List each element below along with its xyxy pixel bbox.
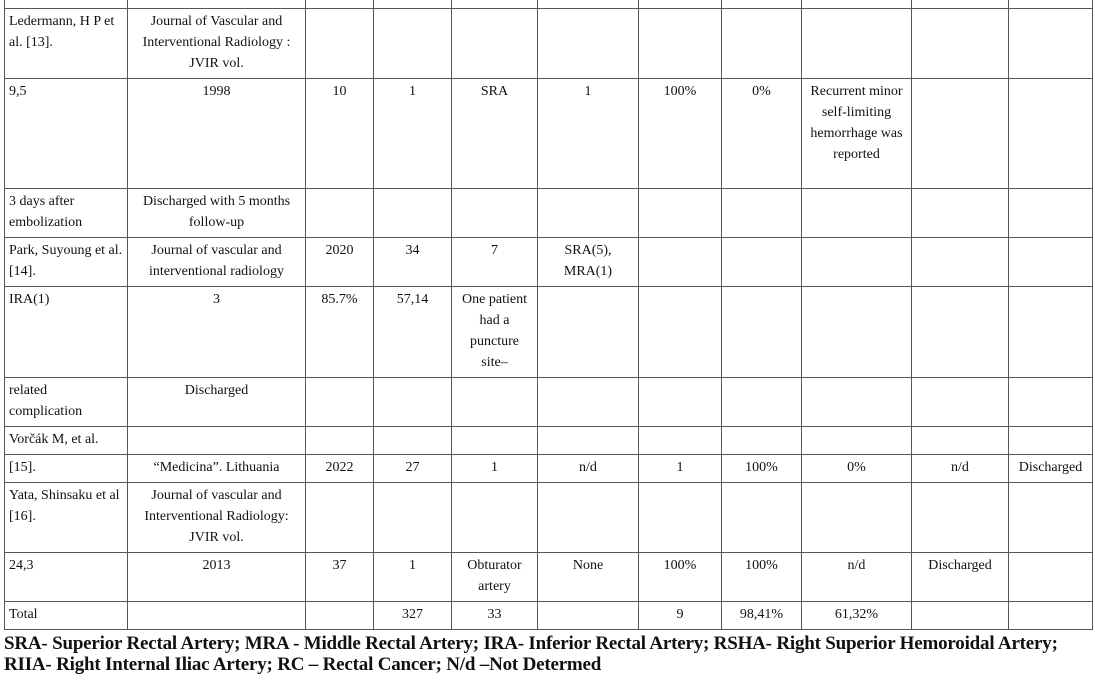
table-cell bbox=[306, 238, 374, 287]
table-cell bbox=[452, 553, 538, 602]
cell-text: None bbox=[572, 558, 604, 573]
table-cell bbox=[639, 79, 722, 189]
results-table bbox=[4, 0, 1093, 630]
table-cell bbox=[802, 553, 912, 602]
table-cell bbox=[374, 455, 452, 483]
cell-text: 2013 bbox=[202, 558, 231, 573]
table-cell bbox=[374, 9, 452, 79]
table-cell bbox=[5, 553, 128, 602]
table-row bbox=[5, 238, 1093, 287]
table-cell bbox=[1009, 553, 1093, 602]
table-cell bbox=[538, 287, 639, 378]
table-cell bbox=[912, 427, 1009, 455]
abbreviations-footnote: SRA- Superior Rectal Artery; MRA - Middle Rectal Artery; IRA- Inferior Rectal Artery; RSHA- Right Superior Hemoroidal Artery; RIIA- Right Internal Iliac Artery; RC – Rectal Cancer; N/d –Not Determed bbox=[4, 633, 1058, 675]
table-cell bbox=[722, 9, 802, 79]
cell-text: 34 bbox=[405, 243, 420, 258]
table-cell bbox=[639, 189, 722, 238]
table-cell bbox=[802, 9, 912, 79]
table-cell bbox=[722, 238, 802, 287]
table-cell bbox=[639, 0, 722, 9]
cell-text: 1 bbox=[584, 84, 592, 99]
table-cell bbox=[5, 602, 128, 630]
table-cell bbox=[374, 0, 452, 9]
table-cell bbox=[452, 427, 538, 455]
table-cell bbox=[128, 455, 306, 483]
cell-text: Journal of vascular and Interventional Radiology: JVIR vol. bbox=[144, 488, 289, 545]
cell-text: 3 days after embolization bbox=[9, 194, 83, 230]
table-cell bbox=[306, 287, 374, 378]
table-cell bbox=[374, 189, 452, 238]
table-cell bbox=[5, 287, 128, 378]
table-cell bbox=[722, 602, 802, 630]
table-cell bbox=[5, 79, 128, 189]
table-cell bbox=[538, 553, 639, 602]
table-cell bbox=[912, 378, 1009, 427]
table-cell bbox=[722, 79, 802, 189]
table-cell bbox=[912, 602, 1009, 630]
table-cell bbox=[538, 238, 639, 287]
table-cell bbox=[912, 189, 1009, 238]
table-cell bbox=[374, 483, 452, 553]
table-cell bbox=[452, 9, 538, 79]
table-cell bbox=[722, 427, 802, 455]
cell-text: 24,3 bbox=[9, 558, 34, 573]
table-cell bbox=[1009, 0, 1093, 9]
table-cell bbox=[128, 189, 306, 238]
cell-text: 9 bbox=[676, 607, 684, 622]
table-cell bbox=[452, 483, 538, 553]
table-cell bbox=[1009, 79, 1093, 189]
table-cell bbox=[374, 427, 452, 455]
cell-text: One patient had a puncture site– bbox=[462, 292, 527, 370]
table-cell bbox=[538, 483, 639, 553]
cell-text: Discharged bbox=[1018, 460, 1083, 475]
cell-text: 100% bbox=[745, 460, 778, 475]
table-cell bbox=[5, 9, 128, 79]
table-cell bbox=[306, 455, 374, 483]
table-cell bbox=[374, 553, 452, 602]
table-row bbox=[5, 79, 1093, 189]
table-cell bbox=[5, 189, 128, 238]
table-cell bbox=[374, 602, 452, 630]
table-cell bbox=[306, 483, 374, 553]
table-cell bbox=[538, 189, 639, 238]
table-cell bbox=[5, 238, 128, 287]
table-cell bbox=[374, 378, 452, 427]
table-cell bbox=[306, 79, 374, 189]
cell-text: 2020 bbox=[325, 243, 354, 258]
table-cell bbox=[1009, 238, 1093, 287]
table-cell bbox=[802, 427, 912, 455]
table-cell bbox=[1009, 427, 1093, 455]
table-cell bbox=[538, 378, 639, 427]
table-cell bbox=[5, 0, 128, 9]
table-cell bbox=[452, 455, 538, 483]
table-cell bbox=[306, 378, 374, 427]
table-cell bbox=[802, 238, 912, 287]
cell-text: 98,41% bbox=[739, 607, 784, 622]
table-cell bbox=[1009, 9, 1093, 79]
table-cell bbox=[128, 79, 306, 189]
table-cell bbox=[128, 483, 306, 553]
table-cell bbox=[639, 553, 722, 602]
cell-text: IRA(1) bbox=[9, 292, 50, 307]
cell-text: Ledermann, H P et al. [13]. bbox=[9, 14, 115, 50]
cell-text: n/d bbox=[579, 460, 597, 475]
table-cell bbox=[802, 189, 912, 238]
table-cell bbox=[722, 0, 802, 9]
table-row bbox=[5, 427, 1093, 455]
table-row bbox=[5, 378, 1093, 427]
cell-text: Discharged bbox=[184, 383, 249, 398]
table-cell bbox=[452, 602, 538, 630]
cell-text: n/d bbox=[847, 558, 866, 573]
table-cell bbox=[639, 483, 722, 553]
table-cell bbox=[1009, 455, 1093, 483]
cell-text: Discharged with 5 months follow-up bbox=[142, 194, 291, 230]
cell-text: Obturator artery bbox=[467, 558, 522, 594]
table-cell bbox=[5, 483, 128, 553]
table-cell bbox=[538, 79, 639, 189]
cell-text: Total bbox=[9, 607, 38, 622]
table-cell bbox=[639, 287, 722, 378]
cell-text: Recurrent minor self-limiting hemorrhage was reported bbox=[810, 84, 903, 162]
table-row bbox=[5, 0, 1093, 9]
cell-text: SRA(5), MRA(1) bbox=[563, 243, 613, 279]
cell-text: n/d bbox=[951, 460, 969, 475]
table-cell bbox=[128, 378, 306, 427]
table-row bbox=[5, 553, 1093, 602]
table-cell bbox=[128, 0, 306, 9]
table-cell bbox=[639, 602, 722, 630]
cell-text: 327 bbox=[402, 607, 423, 622]
cell-text: 100% bbox=[663, 558, 697, 573]
table-cell bbox=[538, 602, 639, 630]
cell-text: 0% bbox=[752, 84, 771, 99]
table-cell bbox=[1009, 602, 1093, 630]
table-cell bbox=[639, 238, 722, 287]
cell-text: 7 bbox=[491, 243, 498, 258]
table-cell bbox=[128, 9, 306, 79]
table-row bbox=[5, 287, 1093, 378]
cell-text: Park, Suyoung et al. [14]. bbox=[9, 243, 123, 279]
table-cell bbox=[1009, 483, 1093, 553]
table-cell bbox=[5, 378, 128, 427]
table-cell bbox=[802, 79, 912, 189]
table-cell bbox=[639, 9, 722, 79]
table-row bbox=[5, 9, 1093, 79]
table-cell bbox=[1009, 189, 1093, 238]
table-cell bbox=[128, 553, 306, 602]
table-cell bbox=[912, 553, 1009, 602]
cell-text: “Medicina”. Lithuania bbox=[153, 460, 280, 475]
table-cell bbox=[452, 238, 538, 287]
table-cell bbox=[912, 238, 1009, 287]
table-cell bbox=[452, 287, 538, 378]
cell-text: [15]. bbox=[9, 460, 36, 475]
table-cell bbox=[374, 79, 452, 189]
table-cell bbox=[306, 9, 374, 79]
table-cell bbox=[802, 0, 912, 9]
table-cell bbox=[452, 0, 538, 9]
table-cell bbox=[538, 0, 639, 9]
table-cell bbox=[722, 287, 802, 378]
table-cell bbox=[5, 455, 128, 483]
cell-text: Vorčák M, et al. bbox=[9, 432, 99, 447]
cell-text: 1 bbox=[409, 558, 416, 573]
table-row bbox=[5, 189, 1093, 238]
table-cell bbox=[5, 427, 128, 455]
cell-text: 3 bbox=[213, 292, 220, 307]
table-cell bbox=[128, 427, 306, 455]
table-cell bbox=[802, 455, 912, 483]
table-cell bbox=[452, 79, 538, 189]
table-cell bbox=[1009, 378, 1093, 427]
cell-text: SRA bbox=[480, 84, 509, 99]
table-cell bbox=[306, 189, 374, 238]
table-cell bbox=[306, 427, 374, 455]
cell-text: related complication bbox=[9, 383, 83, 419]
cell-text: 1 bbox=[491, 460, 498, 475]
table-cell bbox=[639, 427, 722, 455]
table-row bbox=[5, 483, 1093, 553]
cell-text: 1 bbox=[409, 84, 416, 99]
table-row bbox=[5, 602, 1093, 630]
table-cell bbox=[912, 0, 1009, 9]
table-cell bbox=[722, 483, 802, 553]
table-cell bbox=[538, 427, 639, 455]
table-cell bbox=[722, 455, 802, 483]
cell-text: 9,5 bbox=[9, 84, 27, 99]
cell-text: 1998 bbox=[202, 84, 231, 99]
cell-text: 27 bbox=[405, 460, 420, 475]
cell-text: 33 bbox=[487, 607, 502, 622]
table-cell bbox=[128, 287, 306, 378]
table-cell bbox=[1009, 287, 1093, 378]
table-cell bbox=[912, 287, 1009, 378]
table-cell bbox=[802, 378, 912, 427]
table-cell bbox=[374, 238, 452, 287]
cell-text: 61,32% bbox=[834, 607, 879, 622]
table-cell bbox=[802, 287, 912, 378]
cell-text: 10 bbox=[332, 84, 347, 99]
table-cell bbox=[802, 602, 912, 630]
table-cell bbox=[912, 455, 1009, 483]
table-row bbox=[5, 455, 1093, 483]
cell-text: 1 bbox=[676, 460, 684, 475]
cell-text: Journal of Vascular and Interventional Radiology : JVIR vol. bbox=[142, 14, 291, 71]
table-cell bbox=[722, 378, 802, 427]
table-cell bbox=[722, 189, 802, 238]
table-cell bbox=[912, 9, 1009, 79]
table-cell bbox=[306, 0, 374, 9]
cell-text: Journal of vascular and interventional radiology bbox=[149, 243, 284, 279]
table-cell bbox=[802, 483, 912, 553]
cell-text: Discharged bbox=[928, 558, 992, 573]
table-cell bbox=[912, 79, 1009, 189]
table-cell bbox=[306, 553, 374, 602]
cell-text: 85.7% bbox=[321, 292, 358, 307]
table-cell bbox=[374, 287, 452, 378]
table-cell bbox=[128, 602, 306, 630]
cell-text: 100% bbox=[745, 558, 778, 573]
cell-text: 37 bbox=[332, 558, 347, 573]
table-cell bbox=[912, 483, 1009, 553]
cell-text: 100% bbox=[663, 84, 697, 99]
table-cell bbox=[722, 553, 802, 602]
cell-text: Yata, Shinsaku et al [16]. bbox=[9, 488, 120, 524]
table-cell bbox=[306, 602, 374, 630]
table-cell bbox=[538, 455, 639, 483]
table-cell bbox=[538, 9, 639, 79]
table-cell bbox=[639, 378, 722, 427]
cell-text: 57,14 bbox=[396, 292, 429, 307]
cell-text: 2022 bbox=[325, 460, 354, 475]
table-cell bbox=[452, 378, 538, 427]
table-cell bbox=[128, 238, 306, 287]
table-cell bbox=[639, 455, 722, 483]
cell-text: 0% bbox=[847, 460, 866, 475]
table-cell bbox=[452, 189, 538, 238]
